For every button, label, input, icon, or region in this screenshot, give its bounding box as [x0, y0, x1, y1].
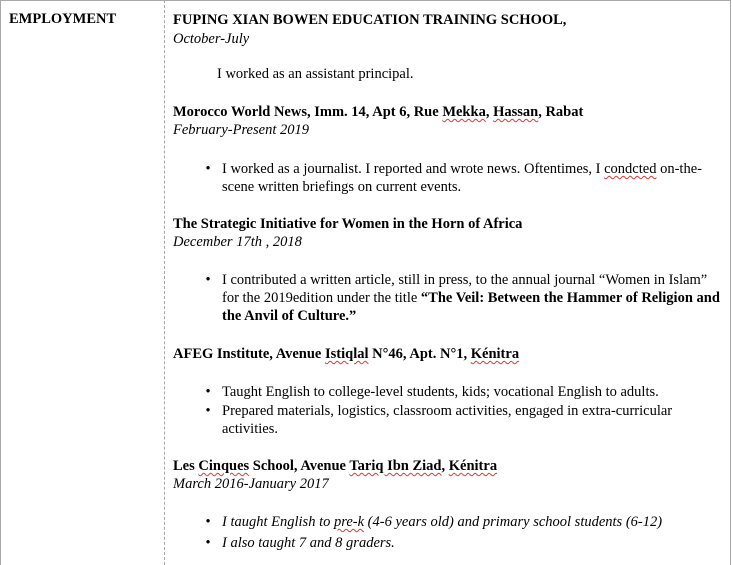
- bullet-icon: •: [205, 403, 211, 419]
- bullet-text: Taught English to college-level students, kids; vocational English to adults.: [222, 384, 659, 400]
- table-border-right: [730, 0, 731, 565]
- section-label: EMPLOYMENT: [9, 11, 117, 27]
- bullet-text: Prepared materials, logistics, classroom activities, engaged in extra-curricular activities.: [222, 403, 673, 437]
- entry-dates: December 17th , 2018: [173, 234, 302, 250]
- entry-description: I worked as an assistant principal.: [217, 66, 414, 82]
- column-divider: [164, 0, 165, 565]
- entry-dates: February-Present 2019: [173, 122, 309, 138]
- bullet-icon: •: [205, 384, 211, 400]
- bullet-icon: •: [205, 161, 211, 177]
- table-border-left: [0, 0, 1, 565]
- table-border-top: [0, 0, 731, 1]
- entry-dates: March 2016-January 2017: [173, 476, 329, 492]
- bullet-text: I taught English to pre-k (4-6 years old) and primary school students (6-12): [222, 514, 663, 530]
- entry-title: The Strategic Initiative for Women in the Horn of Africa: [173, 216, 523, 232]
- entry-title: AFEG Institute, Avenue Istiqlal N°46, Apt. N°1, Kénitra: [173, 346, 520, 362]
- entry-title: FUPING XIAN BOWEN EDUCATION TRAINING SCHOOL,: [173, 12, 567, 28]
- bullet-icon: •: [205, 535, 211, 551]
- bullet-text: I worked as a journalist. I reported and wrote news. Oftentimes, I condcted on-the-scene written briefings on current events.: [222, 161, 702, 195]
- bullet-text: I also taught 7 and 8 graders.: [222, 535, 395, 551]
- bullet-text: I contributed a written article, still in press, to the annual journal “Women in Islam” for the 2019edition under the title “The Veil: Between the Hammer of Religion and the Anvil of Culture.”: [222, 272, 720, 324]
- entry-title: Morocco World News, Imm. 14, Apt 6, Rue Mekka, Hassan, Rabat: [173, 104, 584, 120]
- entry-dates: October-July: [173, 31, 250, 47]
- bullet-icon: •: [205, 272, 211, 288]
- bullet-icon: •: [205, 514, 211, 530]
- entry-title: Les Cinques School, Avenue Tariq Ibn Ziad, Kénitra: [173, 458, 498, 474]
